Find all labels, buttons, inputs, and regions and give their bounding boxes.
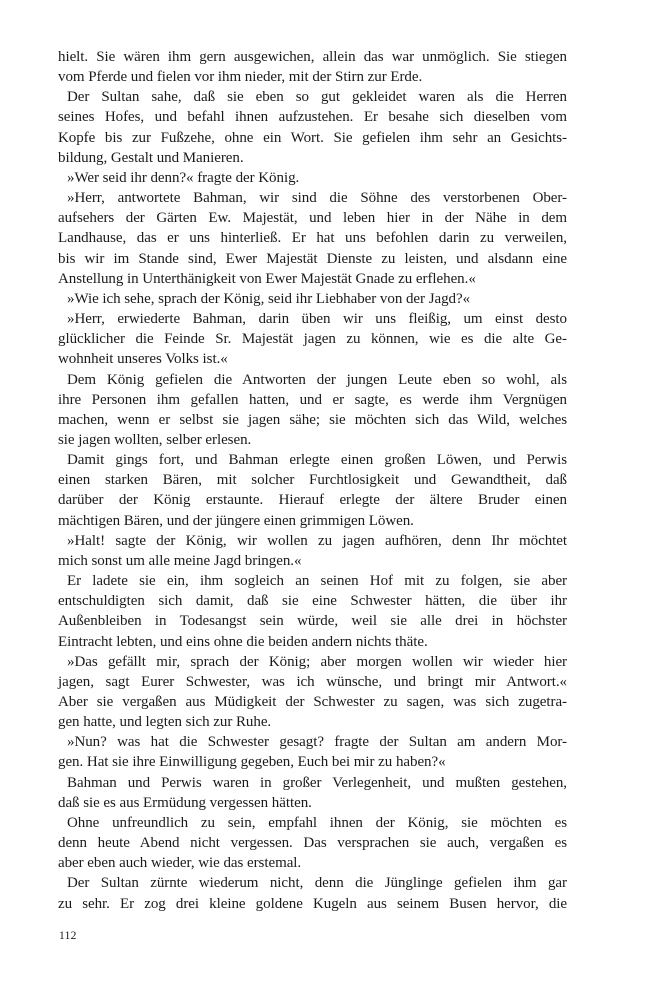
text-line: machen, wenn er selbst sie jagen sähe; sie möchten sich das Wild, welches	[58, 411, 567, 428]
text-line: Dem König gefielen die Antworten der jungen Leute eben so wohl, als	[67, 371, 567, 388]
text-line: einen starken Bären, mit solcher Furchtlosigkeit und Gewandtheit, daß	[58, 472, 567, 489]
text-line: bildung, Gestalt und Manieren.	[58, 149, 244, 166]
text-line: Bahman und Perwis waren in großer Verlegenheit, und mußten gestehen,	[67, 774, 567, 791]
text-line: aber eben auch wieder, wie das erstemal.	[58, 855, 302, 872]
text-line: »Wie ich sehe, sprach der König, seid ihr Liebhaber von der Jagd?«	[67, 290, 471, 307]
paragraph	[58, 531, 567, 571]
text-line: daß sie es aus Ermüdung vergessen hätten.	[58, 794, 312, 811]
paragraph	[58, 87, 567, 168]
paragraph	[58, 47, 567, 87]
text-line: darüber der König erstaunte. Hierauf erlegte der ältere Bruder einen	[58, 492, 567, 509]
paragraph	[58, 188, 567, 289]
text-line: vom Pferde und fielen vor ihm nieder, mit der Stirn zur Erde.	[58, 69, 423, 86]
text-line: Kopfe bis zur Fußzehe, ohne ein Wort. Sie gefielen ihm sehr an Gesichts-	[58, 129, 567, 146]
text-line: ihre Personen ihm gefallen hatten, und er sagte, es werde ihm Vergnügen	[58, 391, 567, 408]
text-line: zu sehr. Er zog drei kleine goldene Kugeln aus seinem Busen hervor, die	[58, 895, 567, 912]
paragraph	[58, 873, 567, 913]
text-line: seines Hofes, und befahl ihnen aufzustehen. Er besahe sich dieselben vom	[58, 109, 567, 126]
text-line: »Herr, antwortete Bahman, wir sind die Söhne des verstorbenen Ober-	[67, 190, 567, 207]
paragraph	[58, 571, 567, 652]
text-line: »Wer seid ihr denn?« fragte der König.	[67, 169, 300, 186]
text-line: glücklicher die Feinde Sr. Majestät jagen zu können, wie es die alte Ge-	[58, 331, 567, 348]
text-line: denn heute Abend nicht vergessen. Das versprachen sie auch, vergaßen es	[58, 835, 567, 852]
text-line: Er ladete sie ein, ihm sogleich an seinen Hof mit zu folgen, sie aber	[67, 573, 567, 590]
text-line: Außenbleiben in Todesangst sein würde, weil sie alle drei in höchster	[58, 613, 567, 630]
text-line: mächtigen Bären, und der jüngere einen grimmigen Löwen.	[58, 512, 414, 529]
text-line: Landhause, das er uns hinterließ. Er hat uns befohlen darin zu verweilen,	[58, 230, 567, 247]
text-line: gen. Hat sie ihre Einwilligung gegeben, Euch bei mir zu haben?«	[58, 754, 446, 771]
paragraph	[58, 309, 567, 369]
text-line: Der Sultan sahe, daß sie eben so gut gekleidet waren als die Herren	[67, 89, 567, 106]
text-line: Der Sultan zürnte wiederum nicht, denn die Jünglinge gefielen ihm gar	[67, 875, 567, 892]
page-number: 112	[59, 930, 77, 942]
text-line: »Nun? was hat die Schwester gesagt? fragte der Sultan am andern Mor-	[67, 734, 567, 751]
text-line: »Das gefällt mir, sprach der König; aber morgen wollen wir wieder hier	[67, 653, 567, 670]
text-line: Damit gings fort, und Bahman erlegte einen großen Löwen, und Perwis	[67, 452, 567, 469]
text-line: sie jagen wollten, selber erlesen.	[58, 431, 252, 448]
text-line: »Herr, erwiederte Bahman, darin üben wir uns fleißig, um einst desto	[67, 311, 567, 328]
text-line: wohnheit unseres Volks ist.«	[58, 351, 228, 368]
paragraph	[58, 289, 567, 309]
paragraph	[58, 732, 567, 772]
text-line: »Halt! sagte der König, wir wollen zu jagen aufhören, denn Ihr möchtet	[67, 532, 567, 549]
paragraph	[58, 370, 567, 451]
text-line: aufsehers der Gärten Ew. Majestät, und leben hier in der Nähe in dem	[58, 210, 567, 227]
paragraph	[58, 168, 567, 188]
paragraph	[58, 773, 567, 813]
text-line: jagen, sagt Eurer Schwester, was ich wünsche, und bringt mir Antwort.«	[58, 673, 567, 690]
text-line: hielt. Sie wären ihm gern ausgewichen, allein das war unmöglich. Sie stiegen	[58, 49, 567, 65]
text-line: gen hatte, und legten sich zur Ruhe.	[58, 714, 272, 731]
paragraph	[58, 450, 567, 531]
text-line: Ohne unfreundlich zu sein, empfahl ihnen der König, sie möchten es	[67, 814, 567, 831]
page-text	[58, 47, 567, 914]
text-line: Aber sie vergaßen aus Müdigkeit der Schwester zu sagen, was sich zugetra-	[58, 694, 567, 710]
paragraph	[58, 652, 567, 733]
text-line: Anstellung in Unterthänigkeit von Ewer Majestät Gnade zu erflehen.«	[58, 270, 476, 287]
text-line: Eintracht lebten, und eins ohne die beiden andern nichts thäte.	[58, 633, 428, 650]
text-line: bis wir im Stande sind, Ewer Majestät Dienste zu leisten, und alsdann eine	[58, 250, 567, 267]
paragraph	[58, 813, 567, 873]
text-line: entschuldigten sich damit, daß sie eine Schwester hätten, die über ihr	[58, 593, 567, 610]
text-line: mich sonst um alle meine Jagd bringen.«	[58, 552, 302, 569]
